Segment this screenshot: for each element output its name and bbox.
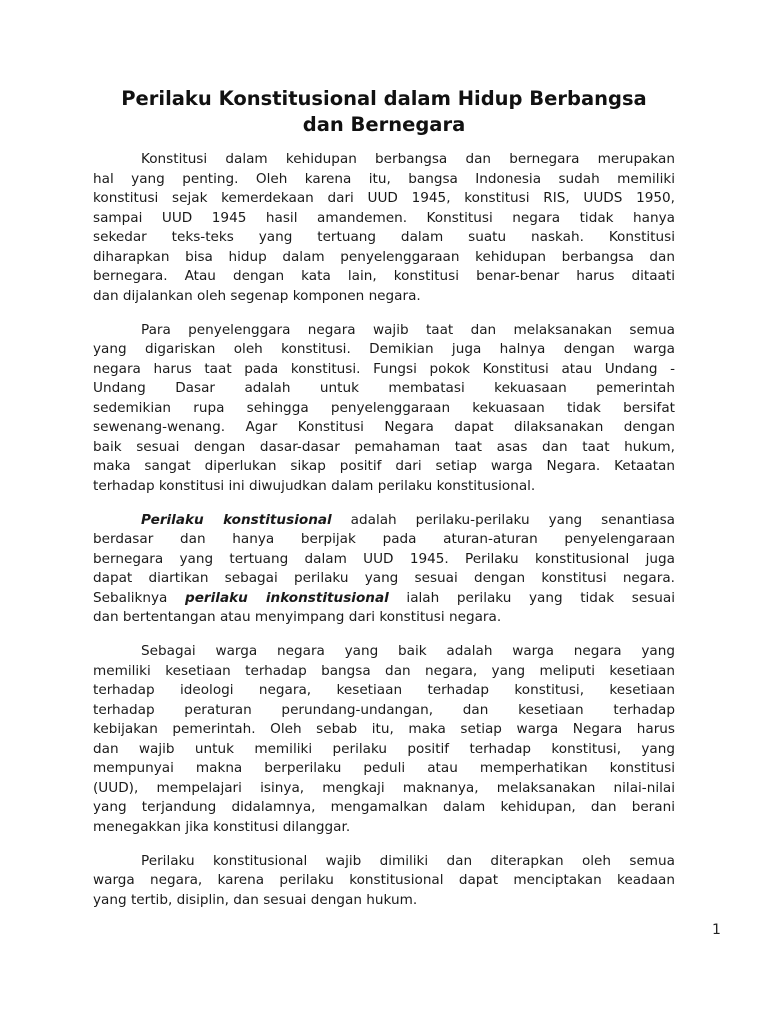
text-segment: warga negara, karena perilaku konstitusional dapat menciptakan keadaan [93, 872, 675, 888]
text-line [93, 891, 675, 911]
text-line [93, 642, 675, 662]
text-segment: sampai UUD 1945 hasil amandemen. Konstitusi negara tidak hanya [93, 209, 675, 226]
text-segment: mempunyai makna berperilaku peduli atau memperhatikan konstitusi [93, 760, 675, 776]
text-line [93, 170, 675, 190]
text-line [93, 457, 675, 477]
text-segment: baik sesuai dengan dasar-dasar pemahaman taat asas dan taat hukum, [93, 438, 675, 455]
text-segment: dan bertentangan atau menyimpang dari konstitusi negara. [93, 609, 502, 625]
text-segment: Sebagai warga negara yang baik adalah warga negara yang [141, 643, 675, 659]
emphasized-term: perilaku inkonstitusional [184, 589, 389, 606]
paragraph [93, 511, 675, 628]
text-segment: terhadap konstitusi ini diwujudkan dalam perilaku konstitusional. [93, 477, 536, 494]
text-segment: yang tertib, disiplin, dan sesuai dengan hukum. [93, 891, 418, 908]
text-line [93, 569, 675, 589]
text-segment: memiliki kesetiaan terhadap bangsa dan negara, yang meliputi kesetiaan [93, 662, 675, 679]
text-segment: sewenang-wenang. Agar Konstitusi Negara dapat dilaksanakan dengan [93, 419, 675, 435]
paragraph [93, 321, 675, 497]
text-segment: negara harus taat pada konstitusi. Fungsi pokok Konstitusi atau Undang - [93, 360, 675, 377]
text-line [93, 287, 675, 307]
text-segment: kebijakan pemerintah. Oleh sebab itu, maka setiap warga Negara harus [93, 721, 675, 737]
document-title [60, 86, 708, 138]
text-line [93, 189, 675, 209]
text-line [93, 871, 675, 891]
text-line [93, 759, 675, 779]
text-segment: Undang Dasar adalah untuk membatasi kekuasaan pemerintah [93, 380, 675, 396]
text-line [93, 550, 675, 570]
text-line [93, 681, 675, 701]
text-line [93, 740, 675, 760]
text-segment: konstitusi sejak kemerdekaan dari UUD 1945, konstitusi RIS, UUDS 1950, [93, 190, 675, 206]
paragraph [93, 852, 675, 911]
page-number: 1 [712, 922, 721, 938]
text-segment: dapat diartikan sebagai perilaku yang sesuai dengan konstitusi negara. [93, 570, 675, 586]
text-segment: terhadap ideologi negara, kesetiaan terhadap konstitusi, kesetiaan [93, 682, 675, 698]
text-line [93, 818, 675, 838]
text-segment: Konstitusi dalam kehidupan berbangsa dan bernegara merupakan [141, 151, 675, 167]
text-segment: Perilaku konstitusional wajib dimiliki dan diterapkan oleh semua [141, 852, 675, 869]
title-line: dan Bernegara [302, 113, 466, 136]
text-line [93, 720, 675, 740]
text-segment: Sebaliknya [93, 589, 185, 606]
text-segment: sedemikian rupa sehingga penyelenggaraan kekuasaan tidak bersifat [93, 399, 675, 416]
text-segment: ialah perilaku yang tidak sesuai [388, 589, 675, 606]
text-line [93, 379, 675, 399]
text-line [93, 589, 675, 609]
text-segment: menegakkan jika konstitusi dilanggar. [93, 818, 351, 835]
paragraph [93, 150, 675, 306]
text-line [93, 438, 675, 458]
text-line [93, 399, 675, 419]
text-line [93, 701, 675, 721]
text-line [93, 321, 675, 341]
document-body [93, 150, 675, 925]
title-line: Perilaku Konstitusional dalam Hidup Berbangsa [121, 87, 647, 110]
text-segment: sekedar teks-teks yang tertuang dalam suatu naskah. Konstitusi [93, 229, 675, 245]
text-segment: bernegara yang tertuang dalam UUD 1945. Perilaku konstitusional juga [93, 550, 675, 567]
text-line [93, 511, 675, 531]
text-line [93, 779, 675, 799]
text-segment: dan dijalankan oleh segenap komponen negara. [93, 287, 421, 304]
text-line [93, 798, 675, 818]
text-line [93, 360, 675, 380]
text-segment: dan wajib untuk memiliki perilaku positif terhadap konstitusi, yang [93, 740, 675, 757]
text-segment: maka sangat diperlukan sikap positif dari setiap warga Negara. Ketaatan [93, 458, 675, 474]
text-segment: adalah perilaku-perilaku yang senantiasa [331, 511, 675, 528]
text-segment: Para penyelenggara negara wajib taat dan melaksanakan semua [141, 321, 675, 338]
text-segment: yang terjandung didalamnya, mengamalkan dalam kehidupan, dan berani [93, 799, 675, 815]
text-segment: diharapkan bisa hidup dalam penyelenggaraan kehidupan berbangsa dan [93, 248, 675, 265]
emphasized-term: Perilaku konstitusional [141, 511, 332, 528]
text-line [93, 228, 675, 248]
text-line [93, 852, 675, 872]
text-line [93, 267, 675, 287]
text-segment: (UUD), mempelajari isinya, mengkaji maknanya, melaksanakan nilai-nilai [93, 779, 675, 796]
text-line [93, 662, 675, 682]
text-line [93, 530, 675, 550]
text-line [93, 477, 675, 497]
text-segment: yang digariskan oleh konstitusi. Demikian juga halnya dengan warga [93, 341, 675, 357]
text-segment: bernegara. Atau dengan kata lain, konstitusi benar-benar harus ditaati [93, 268, 675, 284]
paragraph [93, 642, 675, 837]
text-line [93, 608, 675, 628]
text-line [93, 248, 675, 268]
text-line [93, 150, 675, 170]
text-line [93, 418, 675, 438]
text-line [93, 340, 675, 360]
text-segment: berdasar dan hanya berpijak pada aturan-aturan penyelengaraan [93, 531, 675, 547]
text-line [93, 209, 675, 229]
text-segment: terhadap peraturan perundang-undangan, dan kesetiaan terhadap [93, 701, 675, 718]
text-segment: hal yang penting. Oleh karena itu, bangsa Indonesia sudah memiliki [93, 170, 675, 187]
